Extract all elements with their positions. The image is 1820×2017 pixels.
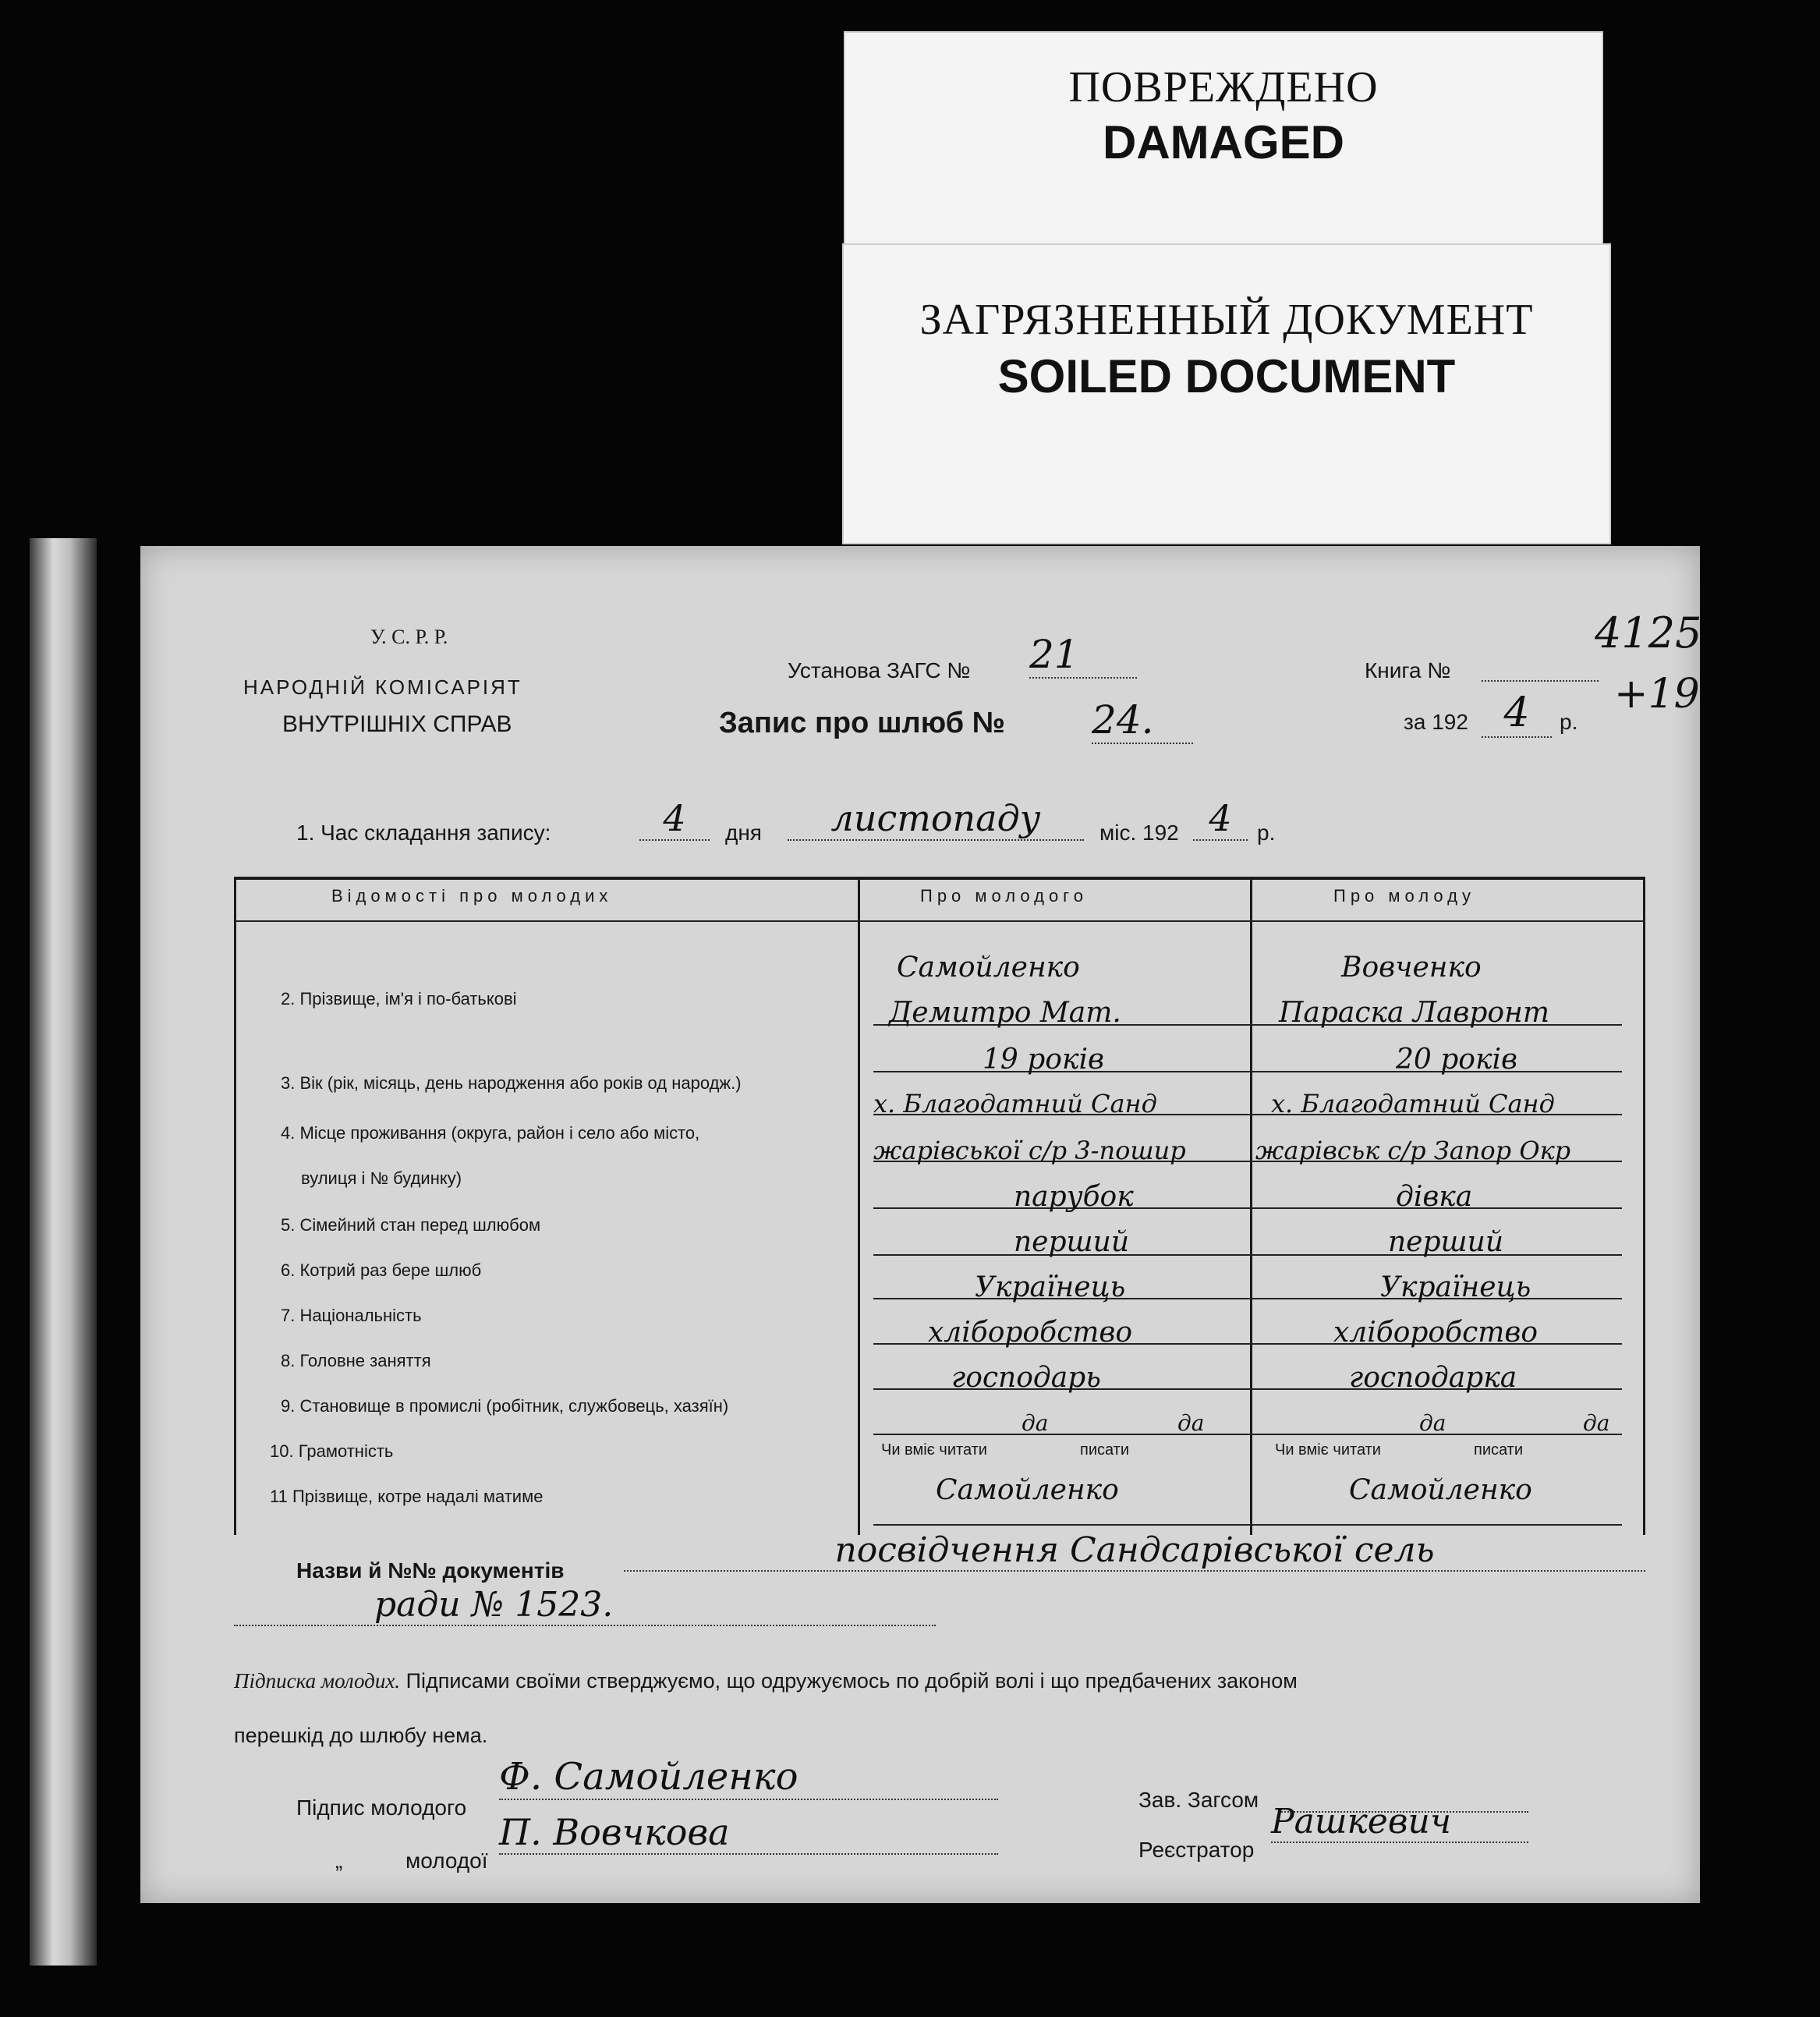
- damaged-en-text: DAMAGED: [1103, 116, 1344, 168]
- bride-position: господарка: [1349, 1362, 1517, 1394]
- record-date-label: 1. Час складання запису:: [296, 821, 551, 845]
- record-title: Запис про шлюб №: [719, 707, 1006, 739]
- col-header-info: Відомості про молодих: [331, 886, 613, 906]
- book-label: Книга №: [1365, 658, 1451, 682]
- groom-residence-2: жарівської с/р 3-пошир: [873, 1136, 1186, 1165]
- bride-signature-prefix: „: [335, 1849, 343, 1873]
- groom-age: 19 років: [983, 1044, 1104, 1076]
- declaration-line-2: перешкід до шлюбу нема.: [234, 1724, 488, 1747]
- bride-nationality: Українець: [1380, 1271, 1531, 1303]
- table-border-right: [1643, 880, 1645, 1535]
- groom-future-surname: Самойленко: [936, 1474, 1119, 1506]
- bride-read-value: да: [1419, 1410, 1446, 1436]
- bride-write-value: да: [1583, 1410, 1610, 1436]
- groom-occupation: хліборобство: [928, 1317, 1133, 1349]
- bride-residence-2: жарівськ с/р Запор Окр: [1255, 1136, 1571, 1165]
- book-number-field: [1482, 680, 1599, 682]
- bride-read-label: Чи вміє читати: [1275, 1441, 1381, 1459]
- declaration-title: Підписка молодих.: [234, 1669, 401, 1693]
- zags-label: Установа ЗАГС №: [788, 658, 971, 682]
- bride-signature-label: молодої: [405, 1849, 488, 1873]
- soiled-ru-text: ЗАГРЯЗНЕННЫЙ ДОКУМЕНТ: [919, 296, 1534, 344]
- zags-number: 21: [1029, 632, 1137, 679]
- damaged-label-card: [844, 31, 1603, 279]
- row-label-position: 9. Становище в промислі (робітник, службовець, хазяїн): [281, 1396, 729, 1416]
- declaration-line-1: [234, 1669, 1298, 1693]
- archive-sheet-number: 4125: [1595, 608, 1702, 658]
- bride-given-name: Параска Лавронт: [1279, 997, 1549, 1029]
- documents-value-2: ради № 1523.: [234, 1585, 936, 1626]
- row-label-name: 2. Прізвище, ім'я і по-батькові: [281, 989, 517, 1008]
- groom-signature-label: Підпис молодого: [296, 1795, 467, 1820]
- documents-label: Назви й №№ документів: [296, 1558, 565, 1583]
- answer-rule-11: [873, 1524, 1622, 1526]
- soiled-en-text: SOILED DOCUMENT: [997, 350, 1456, 402]
- bride-surname: Вовченко: [1341, 952, 1482, 984]
- commissariat-line-2: ВНУТРІШНІХ СПРАВ: [282, 711, 512, 737]
- soiled-label-card: [842, 243, 1611, 544]
- ussr-heading: У. С. Р. Р.: [370, 626, 448, 648]
- groom-read-label: Чи вміє читати: [881, 1441, 987, 1459]
- row-label-times: 6. Котрий раз бере шлюб: [281, 1260, 482, 1280]
- bride-marriage-count: перший: [1388, 1226, 1504, 1258]
- year-label: за 192: [1404, 710, 1468, 734]
- record-year-suffix: р.: [1257, 821, 1276, 845]
- bride-future-surname: Самойленко: [1349, 1474, 1532, 1506]
- registrar-signature: Рашкевич: [1271, 1802, 1528, 1843]
- groom-marriage-count: перший: [1014, 1226, 1130, 1258]
- groom-write-label: писати: [1080, 1441, 1130, 1459]
- record-month: листопаду: [788, 797, 1084, 841]
- row-label-nationality: 7. Національність: [281, 1306, 422, 1325]
- answer-rule-6: [873, 1254, 1622, 1256]
- row-label-residence: 4. Місце проживання (округа, район і село або місто,: [281, 1123, 700, 1143]
- bride-age: 20 років: [1396, 1044, 1517, 1076]
- damaged-ru-text: ПОВРЕЖДЕНО: [1068, 63, 1379, 112]
- row-label-future-surname: 11 Прізвище, котре надалі матиме: [270, 1487, 544, 1506]
- answer-rule-5: [873, 1207, 1622, 1209]
- record-day: 4: [639, 797, 710, 841]
- record-number: 24.: [1092, 697, 1193, 744]
- row-label-marital: 5. Сімейний стан перед шлюбом: [281, 1215, 541, 1235]
- groom-marital-status: парубок: [1014, 1181, 1134, 1213]
- year-suffix: р.: [1560, 710, 1578, 734]
- col-header-groom: Про молодого: [920, 886, 1088, 906]
- groom-write-value: да: [1177, 1410, 1205, 1436]
- table-border-left: [234, 880, 236, 1535]
- bride-occupation: хліборобство: [1333, 1317, 1539, 1349]
- table-header-rule: [234, 920, 1645, 922]
- declaration-text-1: Підписами своїми стверджуємо, що одружуємось по добрій волі і що предбачених законом: [405, 1669, 1298, 1693]
- table-divider-1: [858, 880, 860, 1535]
- answer-rule-10: [873, 1434, 1622, 1435]
- record-year-digit: 4: [1193, 797, 1248, 841]
- record-day-word: дня: [725, 821, 762, 845]
- documents-value-1: посвідчення Сандсарівської сель: [624, 1530, 1645, 1572]
- groom-signature: Ф. Самойленко: [499, 1755, 998, 1800]
- bride-write-label: писати: [1474, 1441, 1524, 1459]
- groom-residence-1: х. Благодатний Санд: [873, 1089, 1157, 1118]
- col-header-bride: Про молоду: [1333, 886, 1475, 906]
- groom-given-name: Демитро Мат.: [889, 997, 1121, 1029]
- record-month-word: міс. 192: [1099, 821, 1179, 845]
- commissariat-line-1: НАРОДНІЙ КОМІСАРІЯТ: [243, 675, 522, 699]
- bride-residence-1: х. Благодатний Санд: [1271, 1089, 1555, 1118]
- bride-marital-status: дівка: [1396, 1181, 1473, 1213]
- marriage-record-page: [140, 546, 1700, 1903]
- row-label-literacy: 10. Грамотність: [270, 1441, 394, 1461]
- groom-surname: Самойленко: [897, 952, 1080, 984]
- bride-signature: П. Вовчкова: [499, 1811, 998, 1855]
- archive-sheet-subnumber: +19: [1614, 671, 1700, 718]
- year-digit: 4: [1482, 689, 1552, 738]
- registrar-label: Реєстратор: [1138, 1838, 1255, 1862]
- book-binding-strip: [30, 538, 97, 1966]
- row-label-age: 3. Вік (рік, місяць, день народження або років од народж.): [281, 1073, 742, 1093]
- zags-head-label: Зав. Загсом: [1138, 1788, 1259, 1812]
- groom-nationality: Українець: [975, 1271, 1126, 1303]
- groom-read-value: да: [1022, 1410, 1049, 1436]
- row-label-occupation: 8. Головне заняття: [281, 1351, 431, 1370]
- row-label-residence-2: вулиця і № будинку): [301, 1168, 462, 1188]
- spouse-details-table: [234, 877, 1645, 1535]
- groom-position: господарь: [951, 1362, 1101, 1394]
